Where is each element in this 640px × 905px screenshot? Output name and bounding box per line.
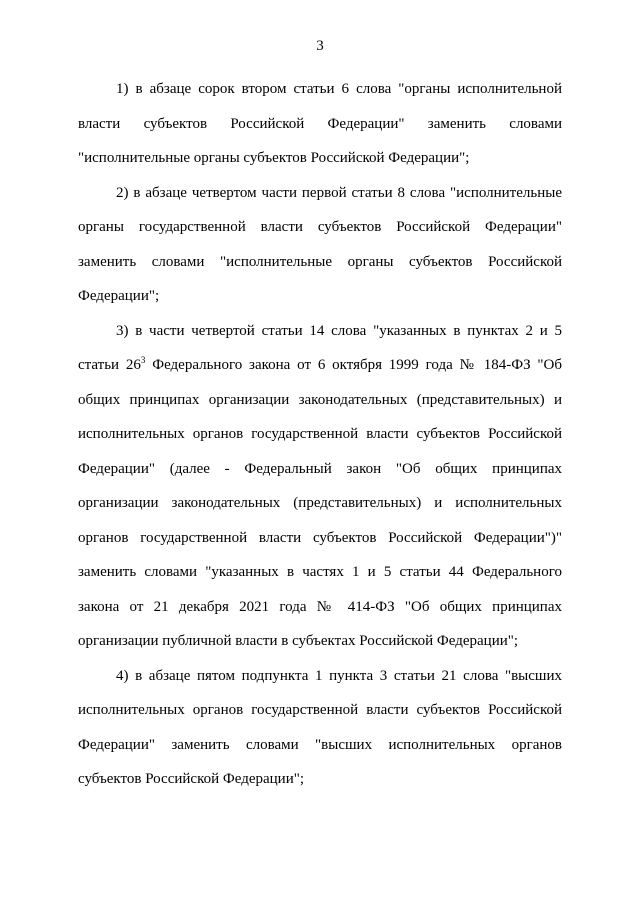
paragraph-item-2: 2) в абзаце четвертом части первой статьи 8 слова "исполнительные органы государственной власти субъектов Российской Федерации" заменить словами "исполнительные органы субъектов Российской Федерации"; bbox=[78, 184, 562, 304]
paragraph-item-3-text-start: 3) в части четвертой статьи 14 слова "указанных в пунктах 2 и 5 статьи 26 bbox=[78, 322, 562, 373]
paragraph-item-4: 4) в абзаце пятом подпункта 1 пункта 3 статьи 21 слова "высших исполнительных органов государственной власти субъектов Российской Федерации" заменить словами "высших исполнительных органов субъектов Российской Федерации"; bbox=[78, 667, 562, 787]
paragraph-item-3 bbox=[78, 314, 562, 659]
article-superscript: 3 bbox=[140, 355, 146, 365]
paragraph-item-3-text-end: Федерального закона от 6 октября 1999 года № 184-ФЗ "Об общих принципах организации законодательных (представительных) и исполнительных органов государственной власти субъектов Российской Федерации" (далее - Федеральный закон "Об общих принципах организации законодательных (представительных) и исполнительных органов государственной власти субъектов Российской Федерации")" заменить словами "указанных в частях 1 и 5 статьи 44 Федерального закона от 21 декабря 2021 года № 414-ФЗ "Об общих принципах организации публичной власти в субъектах Российской Федерации"; bbox=[78, 357, 562, 649]
document-body bbox=[78, 72, 562, 797]
paragraph-item-1: 1) в абзаце сорок втором статьи 6 слова "органы исполнительной власти субъектов Российской Федерации" заменить словами "исполнительные органы субъектов Российской Федерации"; bbox=[78, 81, 562, 166]
page-number: 3 bbox=[316, 38, 324, 54]
